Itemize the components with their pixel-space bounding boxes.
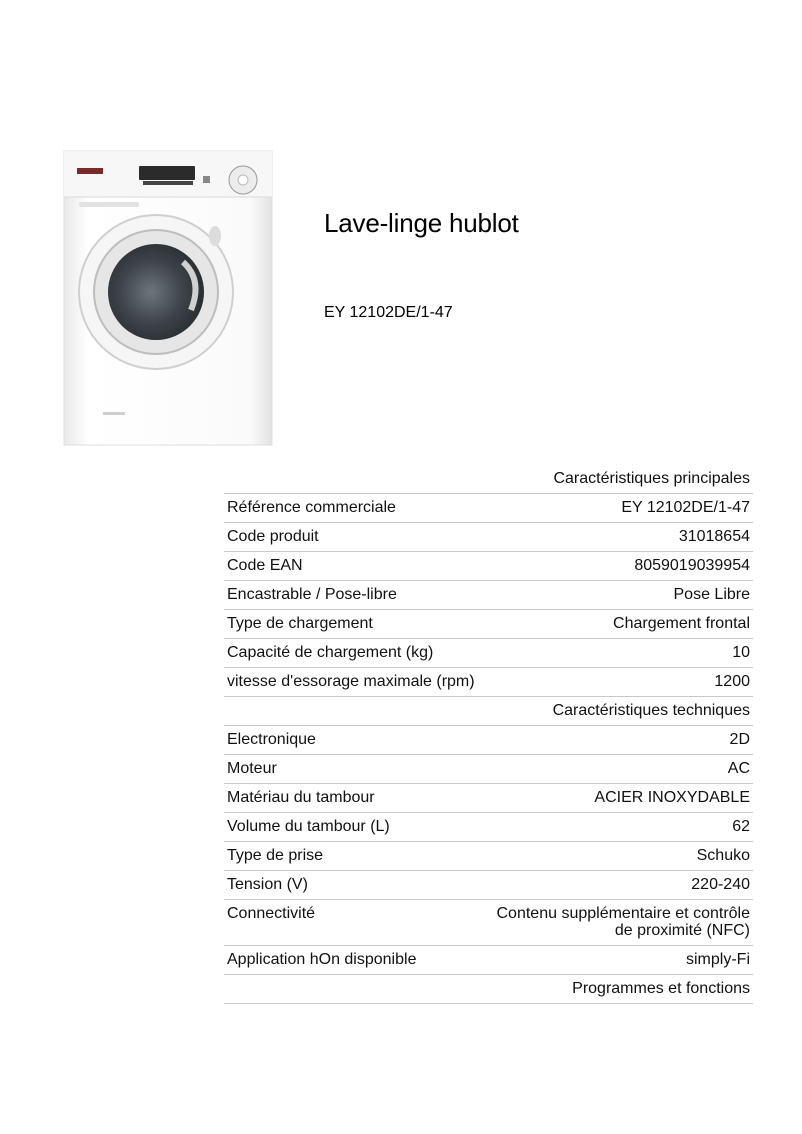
spec-value: 62: [485, 813, 753, 842]
spec-value: ACIER INOXYDABLE: [485, 784, 753, 813]
spec-row: [224, 755, 753, 784]
spec-value-line-2: de proximité (NFC): [614, 922, 750, 939]
spec-key: Référence commerciale: [224, 494, 485, 523]
spec-value: EY 12102DE/1-47: [485, 494, 753, 523]
spec-row: [224, 900, 753, 946]
section-row: [224, 465, 753, 494]
spec-key: Matériau du tambour: [224, 784, 485, 813]
spec-row: [224, 946, 753, 975]
spec-row: [224, 726, 753, 755]
spec-value: AC: [485, 755, 753, 784]
spec-value: 2D: [485, 726, 753, 755]
spec-key: Tension (V): [224, 871, 485, 900]
spec-key: Code EAN: [224, 552, 485, 581]
spec-key: Capacité de chargement (kg): [224, 639, 485, 668]
washing-machine-icon: [63, 150, 273, 446]
spec-key: Connectivité: [224, 900, 485, 946]
spec-row: [224, 552, 753, 581]
spec-row: [224, 523, 753, 552]
spec-value: 10: [485, 639, 753, 668]
section-title: Caractéristiques principales: [485, 465, 753, 494]
spec-key: vitesse d'essorage maximale (rpm): [224, 668, 485, 697]
spec-row: [224, 494, 753, 523]
spec-key: Moteur: [224, 755, 485, 784]
spec-row: [224, 842, 753, 871]
spec-key: Type de prise: [224, 842, 485, 871]
spec-key: Volume du tambour (L): [224, 813, 485, 842]
spec-value: 31018654: [485, 523, 753, 552]
section-row: [224, 975, 753, 1004]
spec-key: [224, 465, 485, 494]
spec-value: [485, 900, 753, 946]
product-image: [63, 150, 273, 446]
spec-value: 1200: [485, 668, 753, 697]
section-title: Programmes et fonctions: [485, 975, 753, 1004]
spec-value: Chargement frontal: [485, 610, 753, 639]
spec-value: 220-240: [485, 871, 753, 900]
spec-row: [224, 784, 753, 813]
spec-value: simply-Fi: [485, 946, 753, 975]
spec-key: Application hOn disponible: [224, 946, 485, 975]
spec-key: Type de chargement: [224, 610, 485, 639]
spec-key: Code produit: [224, 523, 485, 552]
spec-key: [224, 975, 485, 1004]
spec-table: [224, 465, 753, 1004]
spec-key: [224, 697, 485, 726]
spec-row: [224, 610, 753, 639]
spec-row: [224, 871, 753, 900]
section-title: Caractéristiques techniques: [485, 697, 753, 726]
model-number: EY 12102DE/1-47: [324, 304, 453, 321]
spec-row: [224, 813, 753, 842]
spec-value-line-1: Contenu supplémentaire et contrôle: [496, 905, 750, 922]
spec-value: 8059019039954: [485, 552, 753, 581]
spec-row: [224, 668, 753, 697]
spec-value: Pose Libre: [485, 581, 753, 610]
spec-key: Encastrable / Pose-libre: [224, 581, 485, 610]
section-row: [224, 697, 753, 726]
spec-row: [224, 639, 753, 668]
spec-key: Electronique: [224, 726, 485, 755]
spec-value: Schuko: [485, 842, 753, 871]
page-title: Lave-linge hublot: [324, 208, 519, 238]
spec-row: [224, 581, 753, 610]
